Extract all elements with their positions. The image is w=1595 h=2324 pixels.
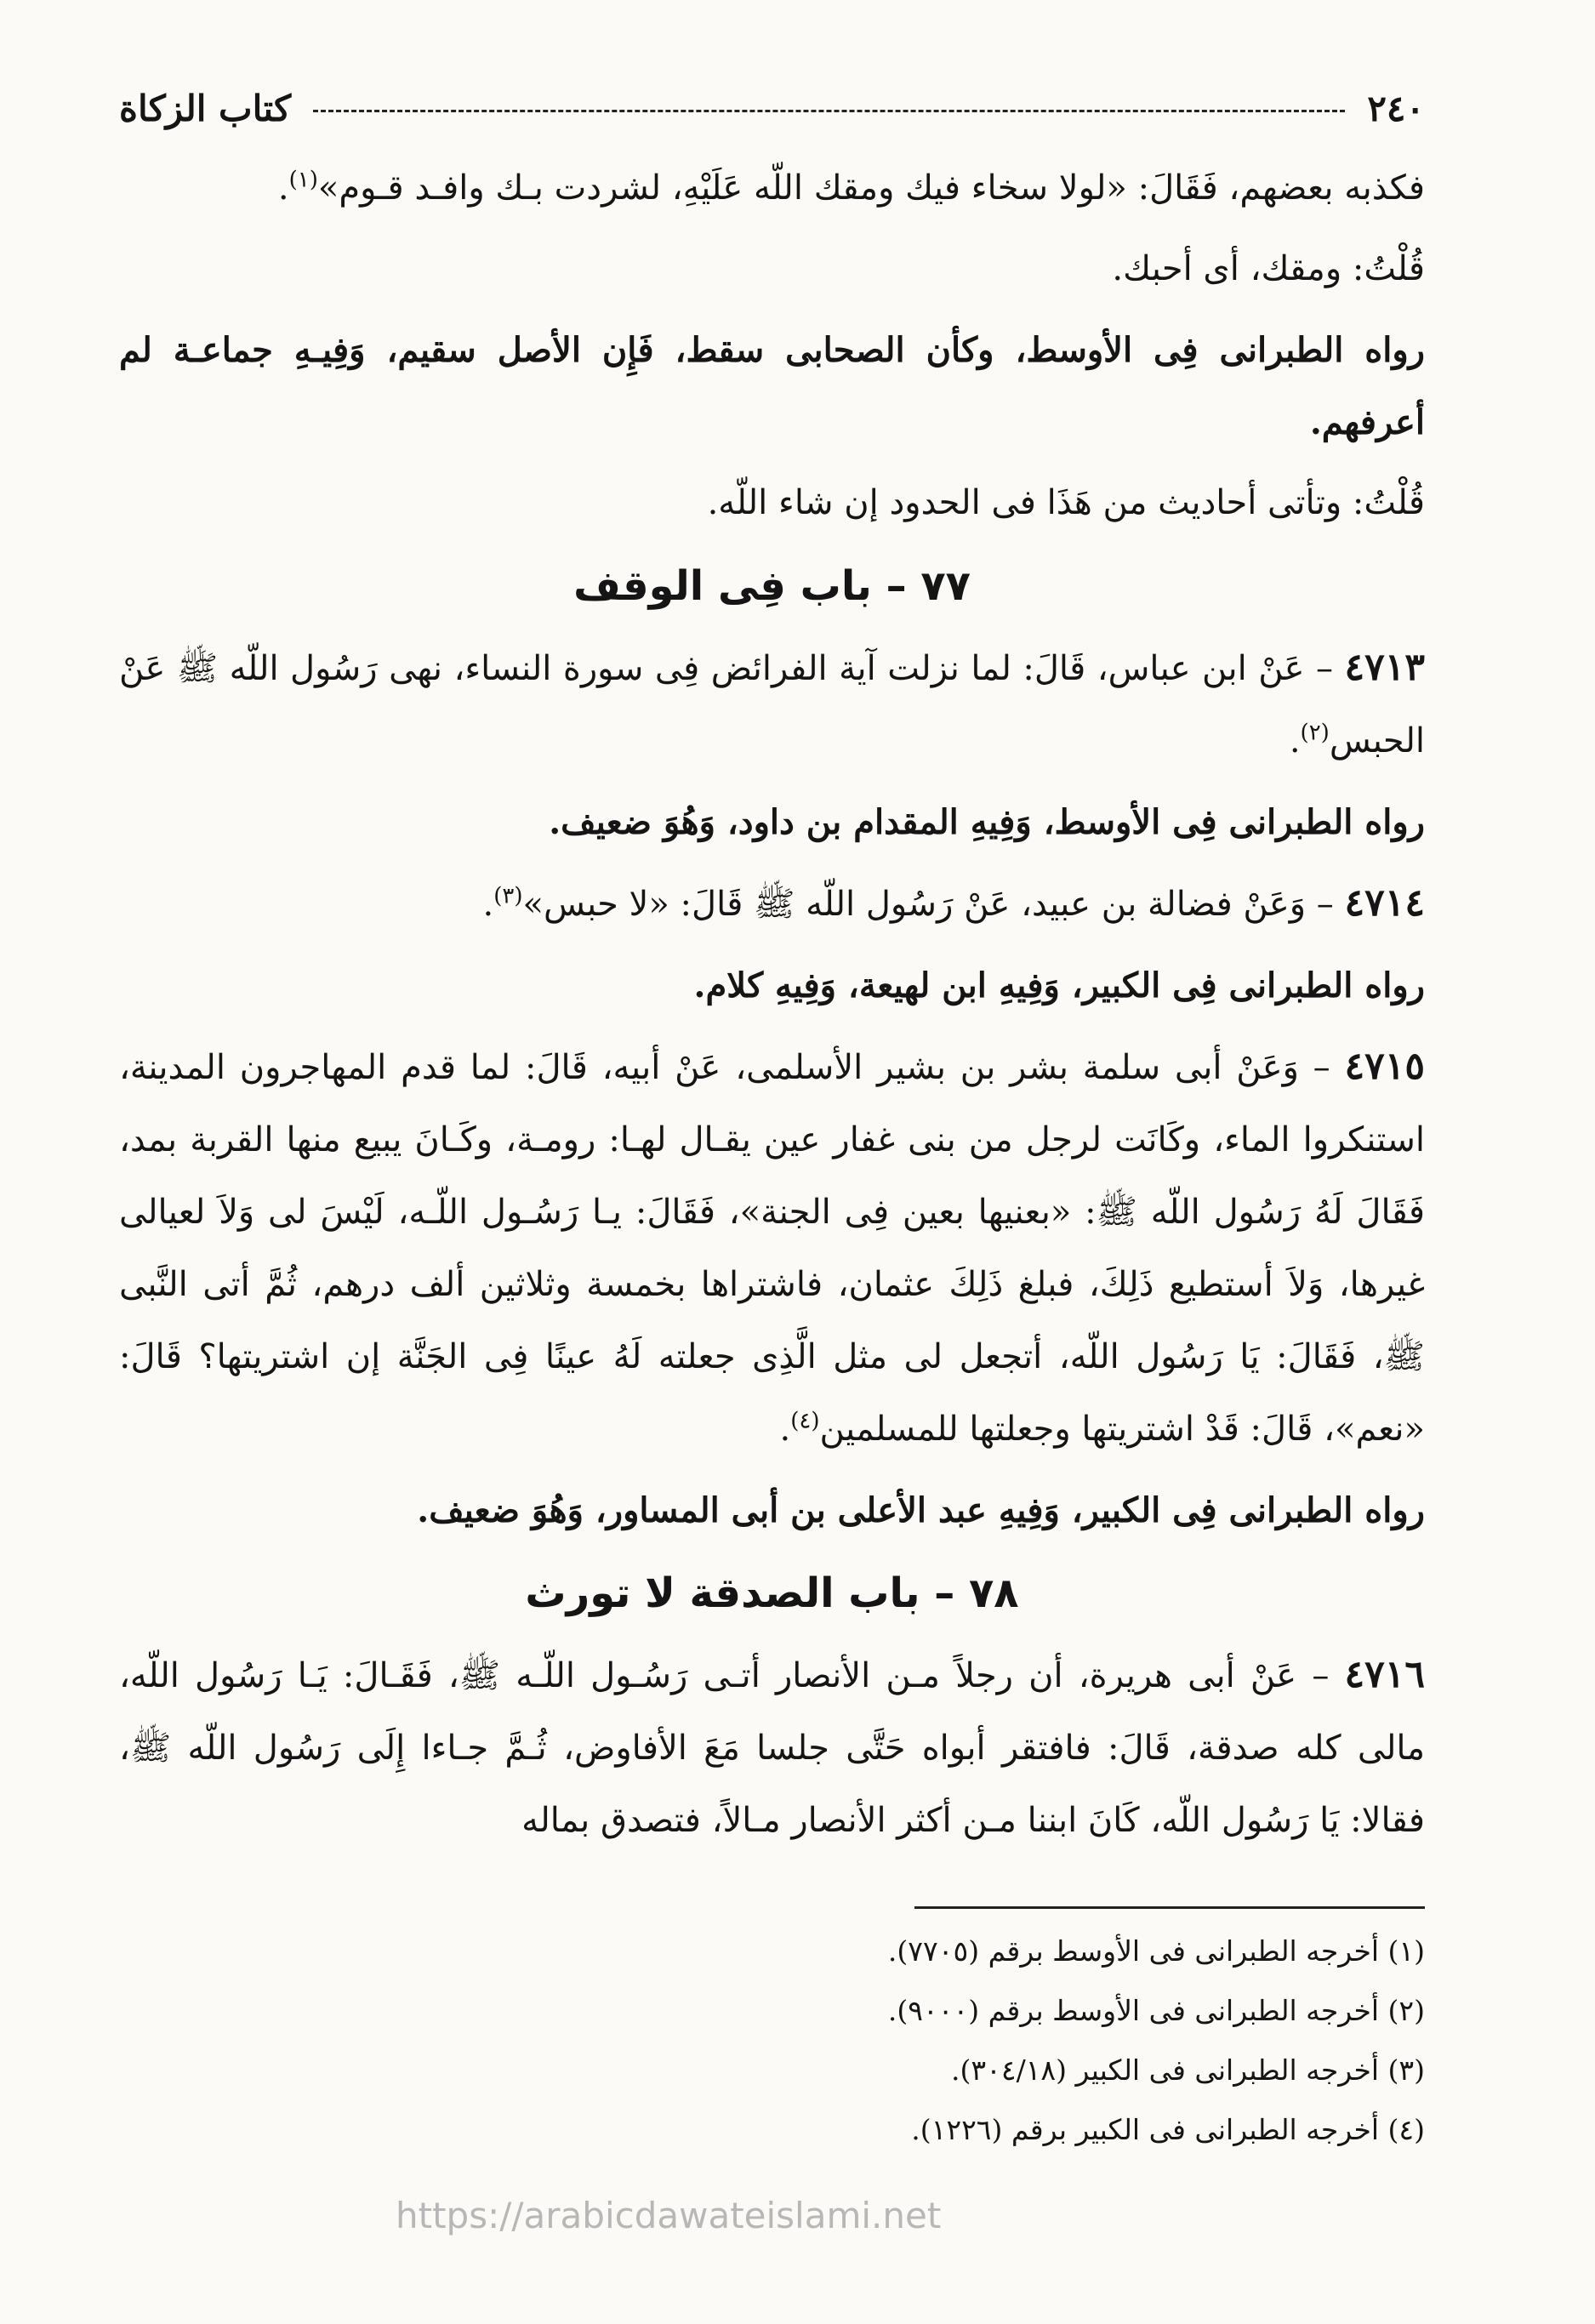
hadith-text: – عَنْ ابن عباس، قَالَ: لما نزلت آية الفرائض فِى سورة النساء، نهى رَسُول اللّه ﷺ عَنْ الحبس <box>119 649 1425 760</box>
hadith-4715 <box>119 1030 1425 1466</box>
paragraph-1-text: فكذبه بعضهم، فَقَالَ: «لولا سخاء فيك ومقك اللّه عَلَيْهِ، لشردت بـك وافـد قـوم» <box>317 168 1425 208</box>
paragraph-1-end: . <box>277 168 289 208</box>
book-title: كتاب الزكاة <box>119 87 292 129</box>
paragraph-1 <box>119 152 1425 225</box>
chapter-heading-77: ٧٧ – باب فِى الوقف <box>573 562 971 610</box>
hadith-number: ٤٧١٤ <box>1344 881 1425 925</box>
hadith-text: – وَعَنْ أبى سلمة بشر بن بشير الأسلمى، عَنْ أبيه، قَالَ: لما قدم المهاجرون المدينة، استنكروا الماء، وكَانَت لرجل من بنى غفار عين يقـال لهـا: رومـة، وكَـانَ يبيع منها القربة بمد، فَقَالَ لَهُ رَسُول اللّه ﷺ: «بعنيها بعين فِى الجنة»، فَقَالَ: يـا رَسُـول اللّـه، لَيْسَ لى وَلاَ لعيالى غيرها، وَلاَ أستطيع ذَلِكَ، فبلغ ذَلِكَ عثمان، فاشتراها بخمسة وثلاثين ألف درهم، ثُمَّ أتى النَّبى ﷺ، فَقَالَ: يَا رَسُول اللّه، أتجعل لى مثل الَّذِى جعلته لَهُ عينًا فِى الجَنَّة إن اشتريتها؟ قَالَ: «نعم»، قَالَ: قَدْ اشتريتها وجعلتها للمسلمين <box>119 1048 1425 1449</box>
hadith-end: . <box>779 1410 791 1449</box>
hadith-number: ٤٧١٣ <box>1344 646 1425 689</box>
source-note-4713: رواه الطبرانى فِى الأوسط، وَفِيهِ المقدام بن داود، وَهُوَ ضعيف. <box>549 802 1425 842</box>
hadith-4716 <box>119 1638 1425 1857</box>
footnote-ref-3: (٣) <box>493 883 523 909</box>
footnote-1: (١) أخرجه الطبرانى فى الأوسط برقم (٧٧٠٥). <box>887 1934 1425 1968</box>
chapter-heading-78: ٧٨ – باب الصدقة لا تورث <box>525 1569 1019 1617</box>
footnote-3: (٣) أخرجه الطبرانى فى الكبير (٣٠٤/١٨). <box>951 2053 1425 2087</box>
header-divider <box>313 110 1345 112</box>
source-note-4714: رواه الطبرانى فِى الكبير، وَفِيهِ ابن لهيعة، وَفِيهِ كلام. <box>693 965 1425 1005</box>
page-header <box>119 81 1425 135</box>
footnote-2: (٢) أخرجه الطبرانى فى الأوسط برقم (٩٠٠٠). <box>887 1994 1425 2027</box>
document-page <box>119 81 1425 2276</box>
footnote-divider <box>914 1906 1425 1909</box>
footnotes-section <box>119 1906 1425 2160</box>
paragraph-2: قُلْتُ: ومقك، أى أحبك. <box>1112 249 1425 288</box>
footnote-ref-2: (٢) <box>1300 720 1330 746</box>
source-note-4715: رواه الطبرانى فِى الكبير، وَفِيهِ عبد الأعلى بن أبى المساور، وَهُوَ ضعيف. <box>417 1490 1425 1530</box>
hadith-4714 <box>119 867 1425 941</box>
paragraph-3-source: رواه الطبرانى فِى الأوسط، وكأن الصحابى سقط، فَإِن الأصل سقيم، وَفِيـهِ جماعـة لم أعرفهم. <box>119 330 1425 442</box>
paragraph-4: قُلْتُ: وتأتى أحاديث من هَذَا فى الحدود إن شاء اللّه. <box>707 483 1425 522</box>
hadith-number: ٤٧١٦ <box>1344 1653 1425 1696</box>
page-number: ٢٤٠ <box>1367 87 1425 129</box>
hadith-end: . <box>1289 721 1301 760</box>
page-body <box>119 152 1425 2160</box>
hadith-end: . <box>482 885 494 924</box>
footnote-4: (٤) أخرجه الطبرانى فى الكبير برقم (١٢٢٦). <box>911 2113 1425 2146</box>
hadith-number: ٤٧١٥ <box>1344 1045 1425 1088</box>
footnote-ref-1: (١) <box>288 167 318 193</box>
watermark-url: https://arabicdawateislami.net <box>396 2195 942 2236</box>
hadith-text: – وَعَنْ فضالة بن عبيد، عَنْ رَسُول اللّه ﷺ قَالَ: «لا حبس» <box>522 885 1345 924</box>
footnote-ref-4: (٤) <box>790 1408 820 1434</box>
hadith-text: – عَنْ أبى هريرة، أن رجلاً مـن الأنصار أتـى رَسُـول اللّـه ﷺ، فَقَـالَ: يَـا رَسُول اللّه، مالى كله صدقة، قَالَ: فافتقر أبواه حَتَّى جلسا مَعَ الأفاوض، ثُـمَّ جـاءا إِلَى رَسُول اللّه ﷺ، فقالا: يَا رَسُول اللّه، كَانَ ابننا مـن أكثر الأنصار مـالاً، فتصدق بماله <box>119 1656 1425 1840</box>
hadith-4713 <box>119 631 1425 778</box>
